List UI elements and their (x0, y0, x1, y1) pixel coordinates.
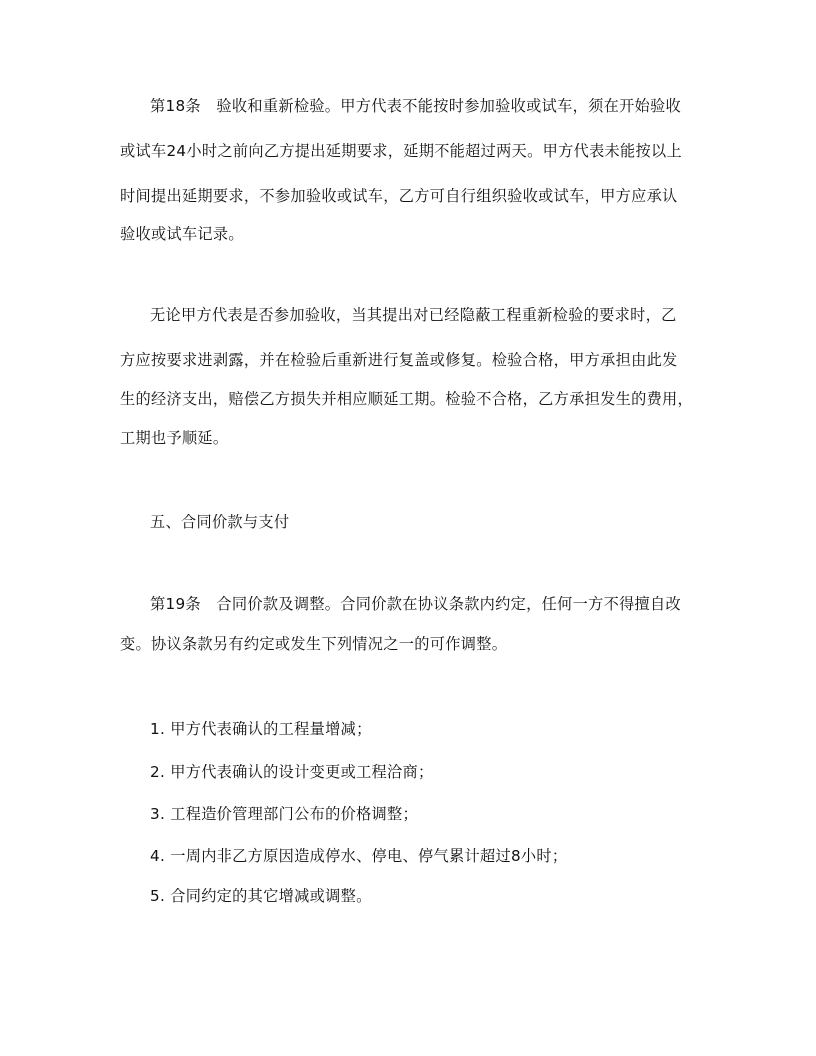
list-item-2: 2. 甲方代表确认的设计变更或工程洽商； (150, 763, 434, 781)
paragraph-2-line-4: 工期也予顺延。 (120, 429, 229, 447)
paragraph-1-line-4: 验收或试车记录。 (120, 225, 244, 243)
paragraph-1-line-1: 第18条 验收和重新检验。甲方代表不能按时参加验收或试车，须在开始验收 (150, 97, 682, 115)
paragraph-2-line-2: 方应按要求进剥露，并在检验后重新进行复盖或修复。检验合格，甲方承担由此发 (120, 351, 678, 369)
paragraph-3-line-2: 变。协议条款另有约定或发生下列情况之一的可作调整。 (120, 635, 508, 653)
paragraph-3-line-1: 第19条 合同价款及调整。合同价款在协议条款内约定，任何一方不得擅自改 (150, 595, 682, 613)
list-item-1: 1. 甲方代表确认的工程量增减； (150, 720, 372, 738)
list-item-4: 4. 一周内非乙方原因造成停水、停电、停气累计超过8小时； (150, 847, 568, 865)
paragraph-2-line-1: 无论甲方代表是否参加验收，当其提出对已经隐蔽工程重新检验的要求时，乙 (150, 306, 677, 324)
paragraph-2-line-3: 生的经济支出，赔偿乙方损失并相应顺延工期。检验不合格，乙方承担发生的费用， (120, 390, 694, 408)
section-heading: 五、合同价款与支付 (150, 513, 290, 531)
paragraph-1-line-3: 时间提出延期要求，不参加验收或试车，乙方可自行组织验收或试车，甲方应承认 (120, 187, 678, 205)
list-item-3: 3. 工程造价管理部门公布的价格调整； (150, 805, 419, 823)
list-item-5: 5. 合同约定的其它增减或调整。 (150, 887, 372, 905)
paragraph-1-line-2: 或试车24小时之前向乙方提出延期要求，延期不能超过两天。甲方代表未能按以上 (120, 142, 682, 160)
